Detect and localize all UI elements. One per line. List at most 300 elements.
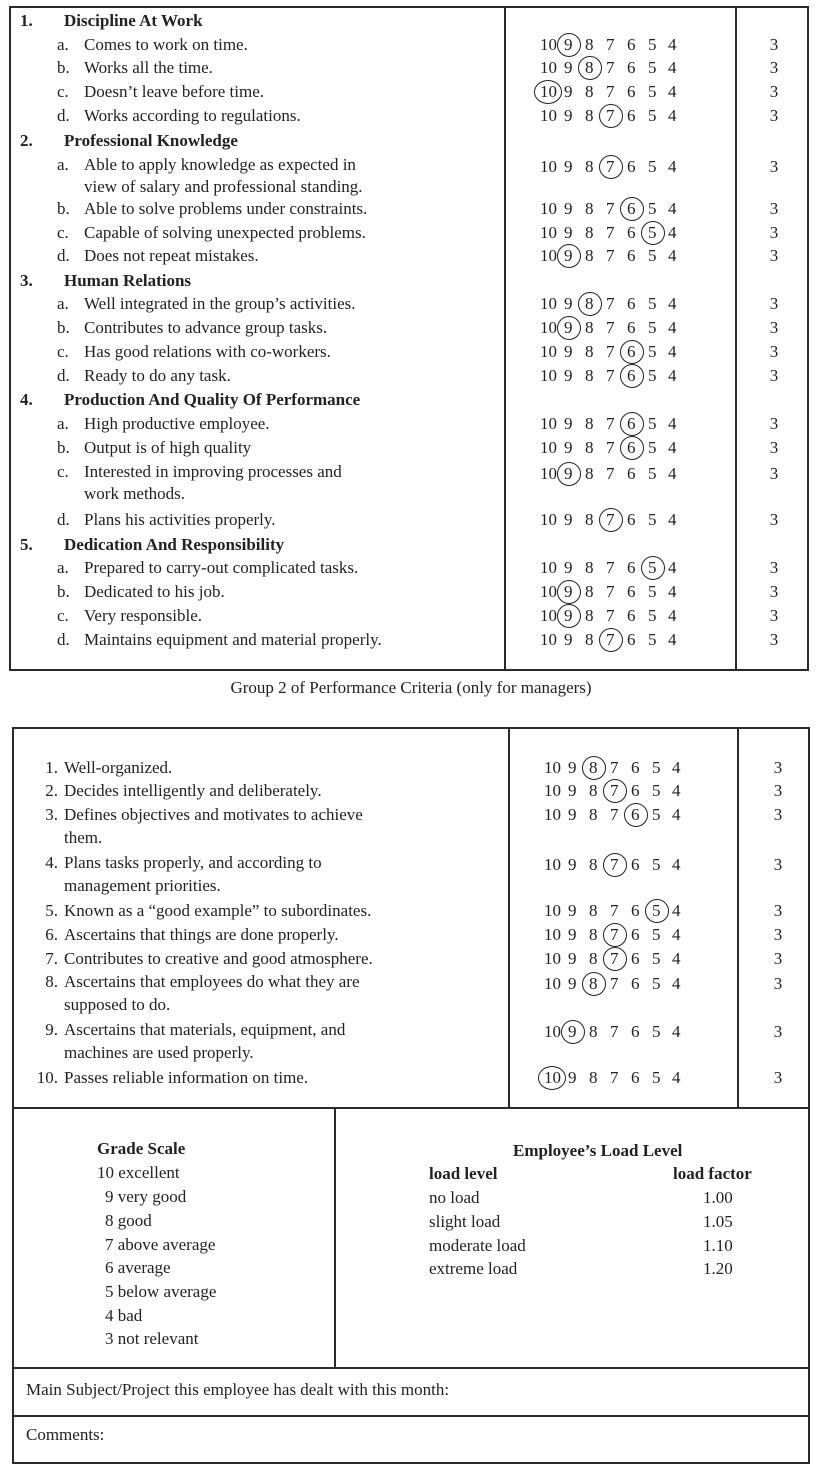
item-letter: b.	[57, 318, 70, 337]
selected-score-circle	[620, 197, 644, 221]
scale-value: 5	[652, 805, 661, 824]
criterion-number: 2.	[45, 781, 58, 800]
scale-value: 7	[606, 246, 615, 265]
scale-value: 6	[627, 199, 636, 218]
item-letter: d.	[57, 106, 70, 125]
section-number: 4.	[20, 390, 33, 409]
load-level-factor: 1.00	[703, 1188, 733, 1207]
item-letter: b.	[57, 582, 70, 601]
selected-score-circle	[641, 556, 665, 580]
scale-value: 10	[540, 199, 557, 218]
scale-value: 5	[648, 35, 657, 54]
scale-value: 5	[648, 558, 657, 577]
item-letter: a.	[57, 294, 69, 313]
scale-value: 8	[585, 342, 594, 361]
grade-scale-title: Grade Scale	[97, 1139, 186, 1158]
scale-value: 8	[589, 1022, 598, 1041]
section-number: 2.	[20, 131, 33, 150]
rating-scale	[540, 366, 700, 386]
scale-value: 4	[668, 223, 677, 242]
scale-value: 8	[585, 582, 594, 601]
box2-left	[12, 727, 14, 1464]
item-text: Maintains equipment and material properly.	[84, 630, 382, 649]
main-subject-label: Main Subject/Project this employee has dealt with this month:	[26, 1380, 450, 1399]
scale-value: 10	[540, 630, 557, 649]
weight-value: 3	[773, 1068, 783, 1087]
scale-value: 9	[568, 1022, 577, 1041]
item-letter: b.	[57, 58, 70, 77]
scale-value: 10	[540, 157, 557, 176]
scale-value: 7	[610, 974, 619, 993]
scale-value: 6	[631, 805, 640, 824]
scale-value: 7	[606, 294, 615, 313]
scale-value: 6	[627, 606, 636, 625]
selected-score-circle	[557, 462, 581, 486]
rating-scale	[540, 558, 700, 578]
criterion-number: 8.	[45, 972, 58, 991]
weight-value: 3	[769, 558, 779, 577]
scale-value: 4	[672, 781, 681, 800]
scale-value: 6	[631, 925, 640, 944]
box1-col-divider-2	[735, 6, 737, 671]
scale-value: 8	[585, 510, 594, 529]
scale-value: 5	[652, 1022, 661, 1041]
selected-score-circle	[599, 104, 623, 128]
item-text: Plans his activities properly.	[84, 510, 276, 529]
scale-value: 6	[631, 974, 640, 993]
item-text: Capable of solving unexpected problems.	[84, 223, 366, 242]
weight-value: 3	[773, 901, 783, 920]
load-level-name: no load	[429, 1188, 480, 1207]
scale-value: 4	[668, 464, 677, 483]
scale-value: 6	[631, 949, 640, 968]
scale-value: 10	[540, 438, 557, 457]
scale-value: 10	[540, 606, 557, 625]
weight-value: 3	[773, 1022, 783, 1041]
weight-value: 3	[773, 855, 783, 874]
rating-scale	[544, 781, 704, 801]
scale-value: 7	[606, 464, 615, 483]
weight-value: 3	[769, 35, 779, 54]
scale-value: 8	[585, 199, 594, 218]
criterion-text: Ascertains that materials, equipment, and	[64, 1020, 346, 1039]
scale-value: 10	[540, 58, 557, 77]
scale-value: 8	[585, 82, 594, 101]
scale-value: 5	[652, 781, 661, 800]
scale-value: 8	[589, 901, 598, 920]
rating-scale	[540, 510, 700, 530]
scale-value: 7	[610, 758, 619, 777]
scale-value: 10	[544, 758, 561, 777]
selected-score-circle	[603, 923, 627, 947]
box1-col-divider	[504, 6, 506, 671]
scale-value: 6	[627, 106, 636, 125]
scale-value: 7	[606, 630, 615, 649]
scale-value: 9	[564, 464, 573, 483]
selected-score-circle	[582, 972, 606, 996]
scale-value: 10	[540, 35, 557, 54]
scale-value: 9	[564, 438, 573, 457]
selected-score-circle	[557, 604, 581, 628]
criterion-number: 4.	[45, 853, 58, 872]
scale-value: 9	[568, 805, 577, 824]
scale-value: 9	[568, 901, 577, 920]
criterion-text: Known as a “good example” to subordinates.	[64, 901, 372, 920]
item-text: work methods.	[84, 484, 186, 503]
criterion-number: 6.	[45, 925, 58, 944]
weight-value: 3	[769, 58, 779, 77]
weight-value: 3	[769, 318, 779, 337]
scale-value: 9	[564, 35, 573, 54]
scale-value: 10	[540, 414, 557, 433]
item-text: Dedicated to his job.	[84, 582, 225, 601]
scale-value: 8	[585, 223, 594, 242]
scale-value: 5	[648, 106, 657, 125]
scale-value: 5	[652, 901, 661, 920]
scale-value: 6	[627, 82, 636, 101]
rating-scale	[540, 630, 700, 650]
scale-value: 8	[589, 974, 598, 993]
scale-value: 5	[648, 82, 657, 101]
scale-value: 8	[589, 781, 598, 800]
scale-value: 7	[606, 35, 615, 54]
scale-value: 5	[652, 949, 661, 968]
scale-value: 6	[627, 414, 636, 433]
selected-score-circle	[603, 947, 627, 971]
scale-value: 10	[544, 855, 561, 874]
item-letter: a.	[57, 35, 69, 54]
scale-value: 7	[610, 1022, 619, 1041]
weight-value: 3	[773, 974, 783, 993]
scale-value: 6	[627, 58, 636, 77]
load-level-col-header: load level	[429, 1164, 498, 1183]
scale-value: 10	[544, 949, 561, 968]
box2-legend-divider	[334, 1107, 336, 1368]
scale-value: 5	[652, 1068, 661, 1087]
scale-value: 7	[610, 805, 619, 824]
scale-value: 10	[540, 366, 557, 385]
scale-value: 6	[627, 582, 636, 601]
item-letter: d.	[57, 630, 70, 649]
rating-scale	[544, 758, 704, 778]
scale-value: 4	[668, 366, 677, 385]
load-factor-col-header: load factor	[673, 1164, 752, 1183]
scale-value: 9	[568, 949, 577, 968]
box1-right	[807, 6, 809, 671]
scale-value: 9	[568, 925, 577, 944]
scale-value: 6	[627, 630, 636, 649]
scale-value: 7	[606, 414, 615, 433]
rating-scale	[540, 582, 700, 602]
scale-value: 5	[648, 58, 657, 77]
rating-scale	[544, 925, 704, 945]
weight-value: 3	[769, 294, 779, 313]
weight-value: 3	[769, 464, 779, 483]
item-letter: b.	[57, 438, 70, 457]
scale-value: 9	[568, 781, 577, 800]
scale-value: 4	[672, 925, 681, 944]
section-title: Discipline At Work	[64, 11, 203, 30]
selected-score-circle	[538, 1066, 566, 1090]
scale-value: 7	[606, 106, 615, 125]
scale-value: 4	[672, 901, 681, 920]
scale-value: 5	[648, 464, 657, 483]
scale-value: 7	[610, 901, 619, 920]
scale-value: 4	[668, 438, 677, 457]
weight-value: 3	[773, 805, 783, 824]
selected-score-circle	[561, 1020, 585, 1044]
item-letter: a.	[57, 155, 69, 174]
grade-scale-entry: 6 average	[105, 1258, 171, 1277]
scale-value: 6	[627, 35, 636, 54]
item-text: Prepared to carry-out complicated tasks.	[84, 558, 359, 577]
selected-score-circle	[599, 155, 623, 179]
selected-score-circle	[557, 316, 581, 340]
scale-value: 7	[606, 199, 615, 218]
scale-value: 9	[564, 246, 573, 265]
criterion-text: Ascertains that employees do what they are	[64, 972, 360, 991]
scale-value: 7	[606, 318, 615, 337]
rating-scale	[540, 464, 700, 484]
scale-value: 9	[564, 106, 573, 125]
selected-score-circle	[534, 80, 562, 104]
scale-value: 9	[568, 758, 577, 777]
rating-scale	[540, 318, 700, 338]
scale-value: 7	[606, 82, 615, 101]
scale-value: 9	[564, 510, 573, 529]
scale-value: 9	[564, 294, 573, 313]
item-text: Contributes to advance group tasks.	[84, 318, 328, 337]
section-title: Professional Knowledge	[64, 131, 238, 150]
criterion-number: 1.	[45, 758, 58, 777]
scale-value: 10	[544, 805, 561, 824]
item-letter: c.	[57, 606, 69, 625]
scale-value: 7	[606, 58, 615, 77]
rating-scale	[540, 342, 700, 362]
scale-value: 10	[540, 246, 557, 265]
scale-value: 4	[668, 318, 677, 337]
scale-value: 6	[627, 157, 636, 176]
scale-value: 8	[589, 925, 598, 944]
section-title: Human Relations	[64, 271, 192, 290]
grade-scale-entry: 7 above average	[105, 1235, 216, 1254]
box2-col-divider-2	[737, 727, 739, 1108]
selected-score-circle	[620, 436, 644, 460]
scale-value: 5	[648, 414, 657, 433]
scale-value: 6	[627, 510, 636, 529]
scale-value: 6	[627, 558, 636, 577]
item-text: Well integrated in the group’s activities.	[84, 294, 356, 313]
criterion-text: Defines objectives and motivates to achieve	[64, 805, 363, 824]
scale-value: 7	[606, 606, 615, 625]
selected-score-circle	[641, 221, 665, 245]
scale-value: 10	[544, 925, 561, 944]
rating-scale	[540, 294, 700, 314]
criterion-number: 7.	[45, 949, 58, 968]
scale-value: 10	[540, 318, 557, 337]
weight-value: 3	[769, 223, 779, 242]
scale-value: 7	[610, 949, 619, 968]
item-text: Ready to do any task.	[84, 366, 231, 385]
scale-value: 8	[585, 294, 594, 313]
rating-scale	[540, 223, 700, 243]
scale-value: 6	[627, 246, 636, 265]
item-text: view of salary and professional standing.	[84, 177, 363, 196]
item-letter: c.	[57, 223, 69, 242]
rating-scale	[540, 157, 700, 177]
scale-value: 7	[606, 438, 615, 457]
scale-value: 9	[564, 199, 573, 218]
scale-value: 5	[648, 510, 657, 529]
scale-value: 8	[585, 106, 594, 125]
weight-value: 3	[769, 510, 779, 529]
scale-value: 4	[668, 35, 677, 54]
weight-value: 3	[769, 157, 779, 176]
scale-value: 10	[544, 1022, 561, 1041]
rating-scale	[540, 438, 700, 458]
scale-value: 6	[631, 1022, 640, 1041]
scale-value: 4	[668, 558, 677, 577]
scale-value: 4	[668, 106, 677, 125]
scale-value: 5	[648, 606, 657, 625]
box2-h-divider-2	[12, 1367, 810, 1369]
rating-scale	[544, 1068, 704, 1088]
criterion-text: management priorities.	[64, 876, 221, 895]
scale-value: 5	[648, 438, 657, 457]
scale-value: 4	[668, 582, 677, 601]
scale-value: 8	[585, 630, 594, 649]
scale-value: 4	[672, 1068, 681, 1087]
scale-value: 9	[564, 318, 573, 337]
selected-score-circle	[620, 340, 644, 364]
weight-value: 3	[773, 781, 783, 800]
scale-value: 9	[564, 58, 573, 77]
scale-value: 6	[627, 438, 636, 457]
grade-scale-entry: 5 below average	[105, 1282, 217, 1301]
weight-value: 3	[769, 366, 779, 385]
scale-value: 4	[668, 606, 677, 625]
item-text: Output is of high quality	[84, 438, 252, 457]
section-title: Dedication And Responsibility	[64, 535, 285, 554]
scale-value: 6	[631, 758, 640, 777]
weight-value: 3	[769, 106, 779, 125]
box2-col-divider	[508, 727, 510, 1108]
scale-value: 10	[540, 510, 557, 529]
grade-scale-entry: 8 good	[105, 1211, 152, 1230]
scale-value: 5	[648, 318, 657, 337]
scale-value: 5	[648, 157, 657, 176]
scale-value: 7	[606, 366, 615, 385]
weight-value: 3	[773, 758, 783, 777]
scale-value: 8	[589, 1068, 598, 1087]
item-letter: b.	[57, 199, 70, 218]
item-letter: c.	[57, 82, 69, 101]
item-letter: d.	[57, 510, 70, 529]
weight-value: 3	[769, 606, 779, 625]
scale-value: 10	[544, 1068, 561, 1087]
criterion-number: 9.	[45, 1020, 58, 1039]
grade-scale-entry: 9 very good	[105, 1187, 187, 1206]
scale-value: 8	[585, 318, 594, 337]
item-text: Able to apply knowledge as expected in	[84, 155, 356, 174]
criterion-text: machines are used properly.	[64, 1043, 254, 1062]
scale-value: 6	[627, 223, 636, 242]
scale-value: 5	[652, 758, 661, 777]
scale-value: 6	[627, 294, 636, 313]
scale-value: 4	[672, 758, 681, 777]
scale-value: 10	[540, 82, 557, 101]
scale-value: 9	[564, 630, 573, 649]
load-level-title: Employee’s Load Level	[513, 1141, 683, 1160]
selected-score-circle	[557, 33, 581, 57]
rating-scale	[544, 1022, 704, 1042]
scale-value: 9	[564, 558, 573, 577]
scale-value: 5	[648, 342, 657, 361]
scale-value: 9	[564, 82, 573, 101]
selected-score-circle	[578, 292, 602, 316]
scale-value: 4	[668, 58, 677, 77]
criterion-number: 3.	[45, 805, 58, 824]
group2-caption: Group 2 of Performance Criteria (only for managers)	[230, 678, 592, 697]
scale-value: 4	[668, 157, 677, 176]
rating-scale	[544, 901, 704, 921]
item-text: Works all the time.	[84, 58, 213, 77]
scale-value: 5	[648, 366, 657, 385]
selected-score-circle	[603, 853, 627, 877]
scale-value: 8	[589, 758, 598, 777]
section-number: 3.	[20, 271, 33, 290]
scale-value: 5	[652, 974, 661, 993]
scale-value: 6	[627, 318, 636, 337]
scale-value: 7	[606, 558, 615, 577]
rating-scale	[540, 82, 700, 102]
item-letter: d.	[57, 246, 70, 265]
weight-value: 3	[773, 949, 783, 968]
scale-value: 7	[606, 223, 615, 242]
scale-value: 5	[648, 199, 657, 218]
scale-value: 10	[540, 294, 557, 313]
scale-value: 5	[648, 223, 657, 242]
scale-value: 7	[606, 342, 615, 361]
scale-value: 5	[652, 855, 661, 874]
scale-value: 7	[606, 157, 615, 176]
selected-score-circle	[624, 803, 648, 827]
selected-score-circle	[582, 756, 606, 780]
scale-value: 5	[648, 582, 657, 601]
scale-value: 10	[544, 974, 561, 993]
scale-value: 10	[540, 106, 557, 125]
criterion-text: Decides intelligently and deliberately.	[64, 781, 322, 800]
scale-value: 6	[627, 464, 636, 483]
scale-value: 4	[668, 342, 677, 361]
scale-value: 8	[585, 606, 594, 625]
scale-value: 4	[672, 949, 681, 968]
item-letter: c.	[57, 462, 69, 481]
scale-value: 6	[627, 366, 636, 385]
rating-scale	[540, 414, 700, 434]
scale-value: 10	[540, 464, 557, 483]
scale-value: 10	[540, 558, 557, 577]
scale-value: 4	[668, 246, 677, 265]
weight-value: 3	[769, 82, 779, 101]
box1-bottom	[9, 669, 809, 671]
grade-scale-entry: 10 excellent	[97, 1163, 180, 1182]
scale-value: 9	[564, 157, 573, 176]
criterion-number: 5.	[45, 901, 58, 920]
selected-score-circle	[557, 580, 581, 604]
scale-value: 5	[652, 925, 661, 944]
item-text: Works according to regulations.	[84, 106, 301, 125]
